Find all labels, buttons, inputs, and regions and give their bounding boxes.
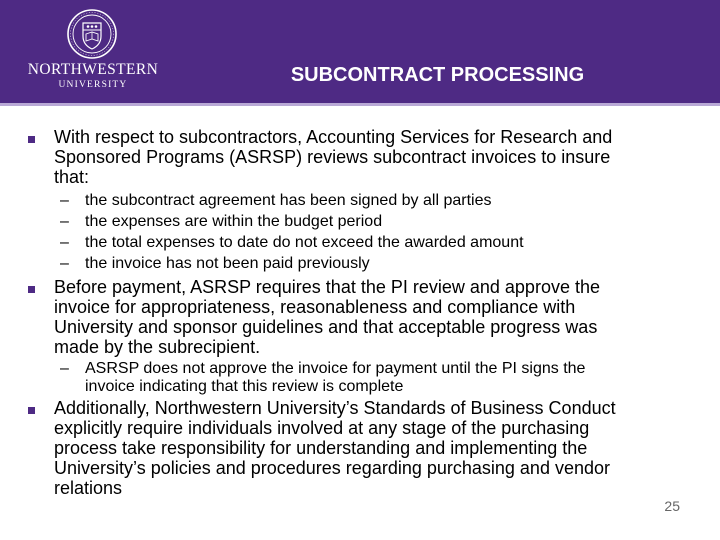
bullet-text: Additionally, Northwestern University’s Standards of Business Conduct explicitly require individuals involved at any stage of the purchasing process take responsibility for understanding and implementing the University’s policies and procedures regarding purchasing and vendor relations (54, 398, 616, 498)
bullet-text: With respect to subcontractors, Accounting Services for Research and Sponsored Programs (ASRSP) reviews subcontract invoices to insure that: (54, 127, 613, 187)
logo-subtitle: UNIVERSITY (58, 80, 128, 90)
sub-bullet-text: ASRSP does not approve the invoice for payment until the PI signs the invoice indicating that this review is complete (85, 360, 586, 395)
sub-bullet-dash: – (60, 234, 69, 251)
logo-wordmark: NORTHWESTERN (27, 61, 159, 78)
page-number: 25 (664, 498, 680, 514)
sub-bullet-text: the total expenses to date do not exceed the awarded amount (85, 234, 524, 251)
sub-bullet-dash: – (60, 255, 69, 272)
sub-bullet-text: the subcontract agreement has been signed by all parties (85, 192, 492, 209)
bullet-marker (28, 286, 35, 293)
sub-bullet-dash: – (60, 213, 69, 230)
sub-bullet-text: the invoice has not been paid previously (85, 255, 370, 272)
sub-bullet-text: the expenses are within the budget period (85, 213, 383, 230)
slide-title: SUBCONTRACT PROCESSING (290, 64, 585, 86)
bullet-marker (28, 407, 35, 414)
bullet-text: Before payment, ASRSP requires that the PI review and approve the invoice for appropriateness, reasonableness and compliance with University and sponsor guidelines and that acceptable progress was made by the subrecipient. (54, 277, 600, 357)
sub-bullet-dash: – (60, 192, 69, 209)
sub-bullet-dash: – (60, 360, 69, 377)
bullet-marker (28, 136, 35, 143)
